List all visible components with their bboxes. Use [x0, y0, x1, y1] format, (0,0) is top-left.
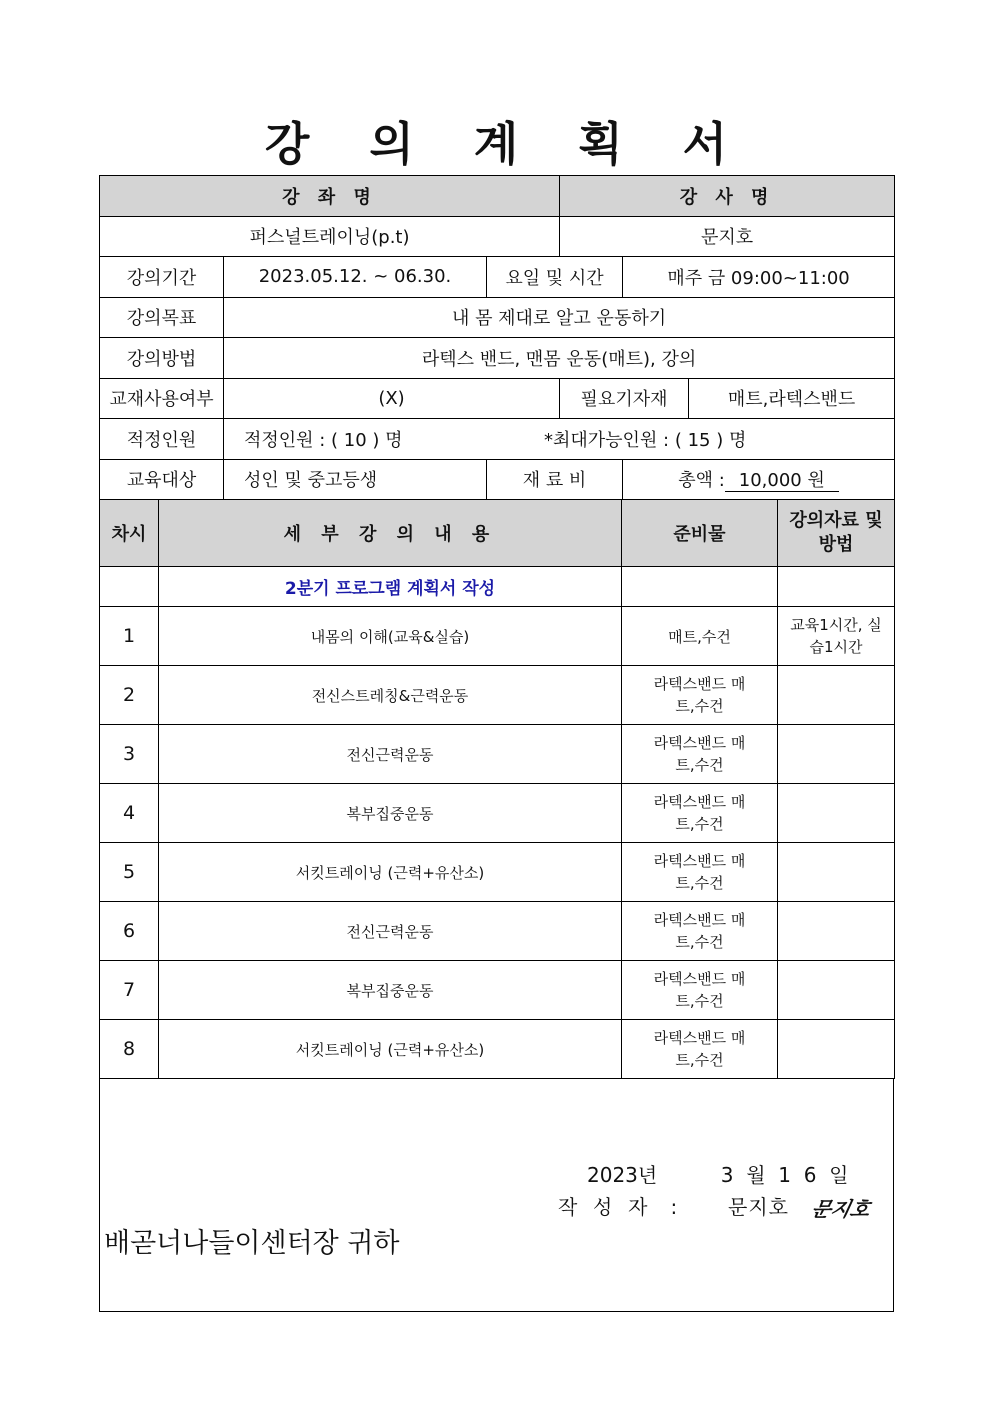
handwritten-signature: 문지호	[809, 1197, 873, 1221]
fee-value: 10,000 원	[725, 470, 839, 492]
session-resources	[778, 843, 895, 902]
session-number: 4	[100, 784, 159, 843]
writer-label: 작 성 자 :	[558, 1195, 679, 1219]
method-value: 라텍스 밴드, 맨몸 운동(매트), 강의	[224, 338, 895, 379]
period-label: 강의기간	[100, 257, 224, 298]
period-value: 2023.05.12. ~ 06.30.	[224, 257, 487, 298]
session-number: 2	[100, 666, 159, 725]
capacity-label: 적정인원	[100, 419, 224, 460]
method-label: 강의방법	[100, 338, 224, 379]
textbook-value: (X)	[224, 378, 560, 419]
goal-label: 강의목표	[100, 297, 224, 338]
session-materials: 라텍스밴드 매트,수건	[622, 961, 778, 1020]
session-resources	[778, 1020, 895, 1079]
session-content: 복부집중운동	[159, 961, 622, 1020]
target-label: 교육대상	[100, 459, 224, 500]
capacity-value: 적정인원 : ( 10 ) 명	[244, 429, 403, 451]
session-resources	[778, 961, 895, 1020]
session-number: 8	[100, 1020, 159, 1079]
session-header: 차시	[100, 500, 159, 567]
schedule-value: 매주 금 09:00~11:00	[623, 257, 895, 298]
session-resources	[778, 902, 895, 961]
session-resources: 교육1시간, 실습1시간	[778, 607, 895, 666]
equipment-label: 필요기자재	[560, 378, 689, 419]
session-content: 복부집중운동	[159, 784, 622, 843]
session-resources	[778, 725, 895, 784]
table-row	[100, 607, 895, 666]
materials-header: 준비물	[622, 500, 778, 567]
session-content: 전신근력운동	[159, 725, 622, 784]
session-materials: 라텍스밴드 매트,수건	[622, 725, 778, 784]
table-row	[100, 902, 895, 961]
program-title: 2분기 프로그램 계획서 작성	[159, 567, 622, 607]
writer-line	[558, 1191, 789, 1220]
writer-name: 문지호	[728, 1195, 789, 1219]
instructor-header: 강 사 명	[560, 176, 895, 217]
table-row	[100, 666, 895, 725]
session-number: 5	[100, 843, 159, 902]
fee-cell	[623, 459, 895, 500]
session-content: 전신근력운동	[159, 902, 622, 961]
instructor-name: 문지호	[560, 216, 895, 257]
goal-value: 내 몸 제대로 알고 운동하기	[224, 297, 895, 338]
session-resources	[778, 666, 895, 725]
session-number: 1	[100, 607, 159, 666]
schedule-label: 요일 및 시간	[487, 257, 623, 298]
document-title: 강 의 계 획 서	[264, 117, 750, 171]
session-materials: 매트,수건	[622, 607, 778, 666]
course-name-header: 강 좌 명	[100, 176, 560, 217]
signature-box	[99, 1079, 894, 1312]
fee-label: 재 료 비	[487, 459, 623, 500]
table-row	[100, 961, 895, 1020]
resources-header: 강의자료 및 방법	[778, 500, 895, 567]
session-number: 3	[100, 725, 159, 784]
table-row	[100, 784, 895, 843]
capacity-cell	[224, 419, 895, 460]
session-resources	[778, 784, 895, 843]
textbook-label: 교재사용여부	[100, 378, 224, 419]
content-header: 세 부 강 의 내 용	[159, 500, 622, 567]
session-content: 내몸의 이해(교육&실습)	[159, 607, 622, 666]
recipient: 배곧너나들이센터장 귀하	[104, 1228, 400, 1259]
lesson-plan-table	[99, 499, 895, 1079]
session-number: 7	[100, 961, 159, 1020]
fee-prefix: 총액 :	[678, 470, 725, 492]
session-materials: 라텍스밴드 매트,수건	[622, 666, 778, 725]
session-materials: 라텍스밴드 매트,수건	[622, 843, 778, 902]
table-row	[100, 725, 895, 784]
session-content: 전신스트레칭&근력운동	[159, 666, 622, 725]
session-materials: 라텍스밴드 매트,수건	[622, 1020, 778, 1079]
target-value: 성인 및 중고등생	[224, 459, 487, 500]
session-number: 6	[100, 902, 159, 961]
session-content: 서킷트레이닝 (근력+유산소)	[159, 1020, 622, 1079]
course-info-table	[99, 175, 895, 500]
session-materials: 라텍스밴드 매트,수건	[622, 902, 778, 961]
session-content: 서킷트레이닝 (근력+유산소)	[159, 843, 622, 902]
equipment-value: 매트,라텍스밴드	[689, 378, 895, 419]
max-capacity: *최대가능인원 : ( 15 ) 명	[544, 429, 747, 451]
table-row	[100, 843, 895, 902]
session-materials: 라텍스밴드 매트,수건	[622, 784, 778, 843]
written-date: 2023년 3 월 1 6 일	[587, 1163, 849, 1187]
table-row	[100, 1020, 895, 1079]
course-name: 퍼스널트레이닝(p.t)	[100, 216, 560, 257]
